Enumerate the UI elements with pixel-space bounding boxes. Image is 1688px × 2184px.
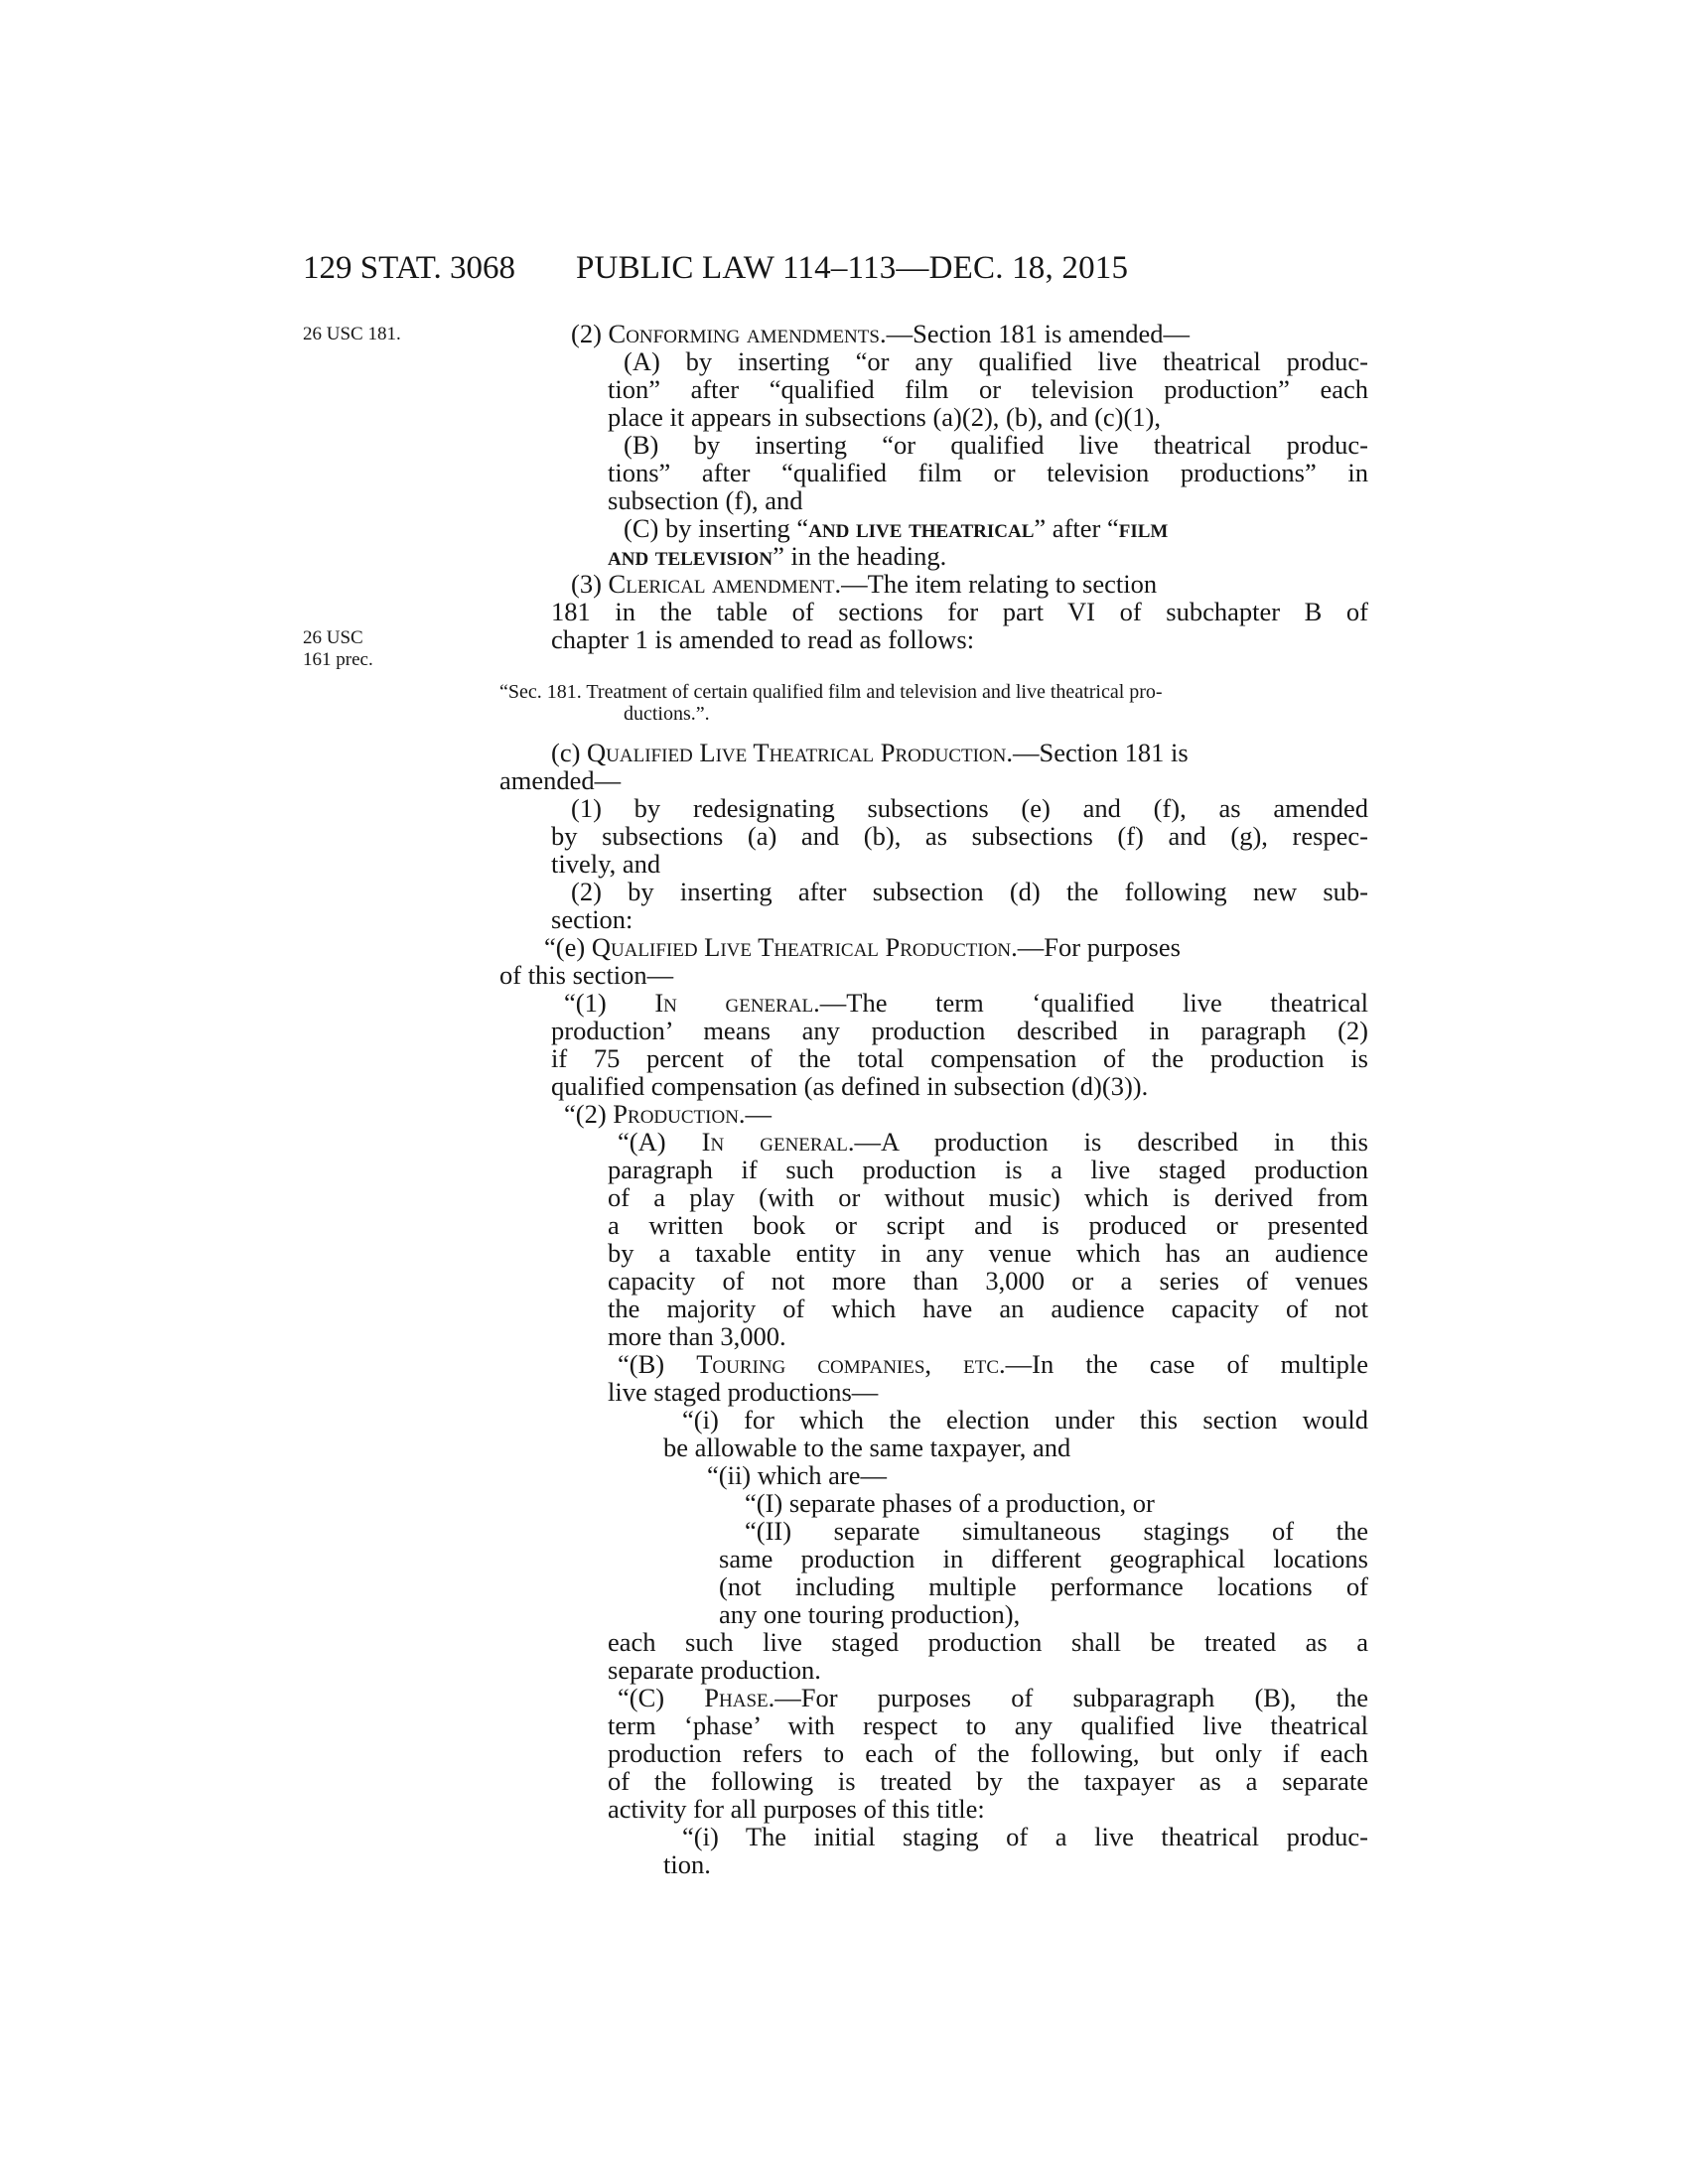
text-line: chapter 1 is amended to read as follows: bbox=[551, 624, 975, 654]
text-line: tions” after “qualified film or television productions” in bbox=[608, 458, 1368, 487]
text-line: by subsections (a) and (b), as subsections (f) and (g), respec- bbox=[551, 821, 1368, 851]
text-line: “(1) In general.—The term ‘qualified live theatrical bbox=[564, 988, 1368, 1018]
text-line: (3) Clerical amendment.—The item relating to section bbox=[571, 569, 1158, 599]
text-line: each such live staged production shall be treated as a bbox=[608, 1627, 1368, 1657]
text-line: by a taxable entity in any venue which has an audience bbox=[608, 1238, 1368, 1268]
text-line: capacity of not more than 3,000 or a series of venues bbox=[608, 1266, 1368, 1296]
text-line: “(A) In general.—A production is described in this bbox=[618, 1127, 1368, 1157]
margin-note-line: 26 USC bbox=[303, 627, 363, 648]
text-line: more than 3,000. bbox=[608, 1321, 786, 1351]
heading-qualified-live-theatrical-production: Qualified Live Theatrical Production bbox=[587, 738, 1007, 767]
table-of-sections-entry: ductions.”. bbox=[624, 703, 710, 725]
text-line: “(B) Touring companies, etc.—In the case of multiple bbox=[618, 1349, 1368, 1379]
text-line: of this section— bbox=[499, 960, 674, 990]
text-line: production refers to each of the following, but only if each bbox=[608, 1738, 1368, 1768]
text-line: (2) by inserting after subsection (d) the following new sub- bbox=[571, 877, 1368, 906]
margin-note-line: 161 prec. bbox=[303, 649, 373, 670]
text-line: (B) by inserting “or qualified live theatrical produc- bbox=[624, 430, 1368, 460]
text-line: and television” in the heading. bbox=[608, 541, 947, 571]
text-line: activity for all purposes of this title: bbox=[608, 1794, 985, 1824]
text-line: (not including multiple performance locations of bbox=[719, 1571, 1368, 1601]
text-line: “(ii) which are— bbox=[707, 1460, 887, 1490]
margin-note-usc-161-prec bbox=[303, 627, 462, 671]
text-line: (1) by redesignating subsections (e) and (f), as amended bbox=[571, 793, 1368, 823]
text-line: of the following is treated by the taxpayer as a separate bbox=[608, 1766, 1368, 1796]
heading-clerical-amendment: Clerical amendment bbox=[608, 569, 835, 599]
text-line: “(i) for which the election under this section would bbox=[682, 1405, 1368, 1434]
heading-touring-companies: Touring companies, etc bbox=[696, 1349, 1000, 1379]
bold-heading-text: and live theatrical bbox=[808, 513, 1035, 543]
text-line: “(I) separate phases of a production, or bbox=[745, 1488, 1155, 1518]
heading-production: Production bbox=[613, 1099, 739, 1129]
text-line: same production in different geographical locations bbox=[719, 1544, 1368, 1573]
public-law-title: PUBLIC LAW 114–113—DEC. 18, 2015 bbox=[576, 250, 1129, 286]
heading-in-general: In general bbox=[701, 1127, 848, 1157]
text-line: (C) by inserting “and live theatrical” after “film bbox=[624, 513, 1169, 543]
text-line: the majority of which have an audience capacity of not bbox=[608, 1294, 1368, 1323]
text-line: subsection (f), and bbox=[608, 485, 803, 515]
text-line: any one touring production), bbox=[719, 1599, 1021, 1629]
text-line: (2) Conforming amendments.—Section 181 is amended— bbox=[571, 319, 1191, 348]
text-line: place it appears in subsections (a)(2), (b), and (c)(1), bbox=[608, 402, 1162, 432]
text-line: be allowable to the same taxpayer, and bbox=[663, 1433, 1071, 1462]
heading-in-general: In general bbox=[654, 988, 814, 1018]
text-line: a written book or script and is produced or presented bbox=[608, 1210, 1368, 1240]
text-line: qualified compensation (as defined in subsection (d)(3)). bbox=[551, 1071, 1149, 1101]
text-line: tion” after “qualified film or television production” each bbox=[608, 374, 1368, 404]
text-line: live staged productions— bbox=[608, 1377, 879, 1407]
text-line: (A) by inserting “or any qualified live theatrical produc- bbox=[624, 346, 1368, 376]
text-line: “(i) The initial staging of a live theatrical produc- bbox=[682, 1822, 1368, 1851]
text-line: production’ means any production described in paragraph (2) bbox=[551, 1016, 1368, 1045]
heading-qualified-live-theatrical-production: Qualified Live Theatrical Production bbox=[591, 932, 1012, 962]
text-line: “(e) Qualified Live Theatrical Production.—For purposes bbox=[544, 932, 1181, 962]
heading-conforming-amendments: Conforming amendments bbox=[608, 319, 880, 348]
text-line: (c) Qualified Live Theatrical Production.—Section 181 is bbox=[551, 738, 1189, 767]
page-header bbox=[0, 248, 1688, 298]
text-line: paragraph if such production is a live staged production bbox=[608, 1155, 1368, 1184]
margin-note-usc-181: 26 USC 181. bbox=[303, 324, 401, 344]
text-line: amended— bbox=[499, 765, 622, 795]
text-line: “(II) separate simultaneous stagings of the bbox=[745, 1516, 1368, 1546]
text-line: tively, and bbox=[551, 849, 661, 879]
bold-heading-text: and television bbox=[608, 541, 774, 571]
heading-phase: Phase bbox=[704, 1683, 769, 1712]
text-line: “(2) Production.— bbox=[564, 1099, 773, 1129]
bold-heading-text: film bbox=[1118, 513, 1169, 543]
text-line: term ‘phase’ with respect to any qualified live theatrical bbox=[608, 1710, 1368, 1740]
text-line: “(C) Phase.—For purposes of subparagraph (B), the bbox=[618, 1683, 1368, 1712]
text-line: section: bbox=[551, 904, 633, 934]
statute-citation: 129 STAT. 3068 bbox=[303, 250, 516, 286]
text-line: separate production. bbox=[608, 1655, 821, 1685]
table-of-sections-entry: “Sec. 181. Treatment of certain qualified film and television and live theatrical pro- bbox=[499, 681, 1163, 703]
text-line: tion. bbox=[663, 1849, 711, 1879]
text-line: of a play (with or without music) which is derived from bbox=[608, 1182, 1368, 1212]
text-line: if 75 percent of the total compensation of the production is bbox=[551, 1043, 1368, 1073]
text-line: 181 in the table of sections for part VI of subchapter B of bbox=[551, 597, 1368, 626]
